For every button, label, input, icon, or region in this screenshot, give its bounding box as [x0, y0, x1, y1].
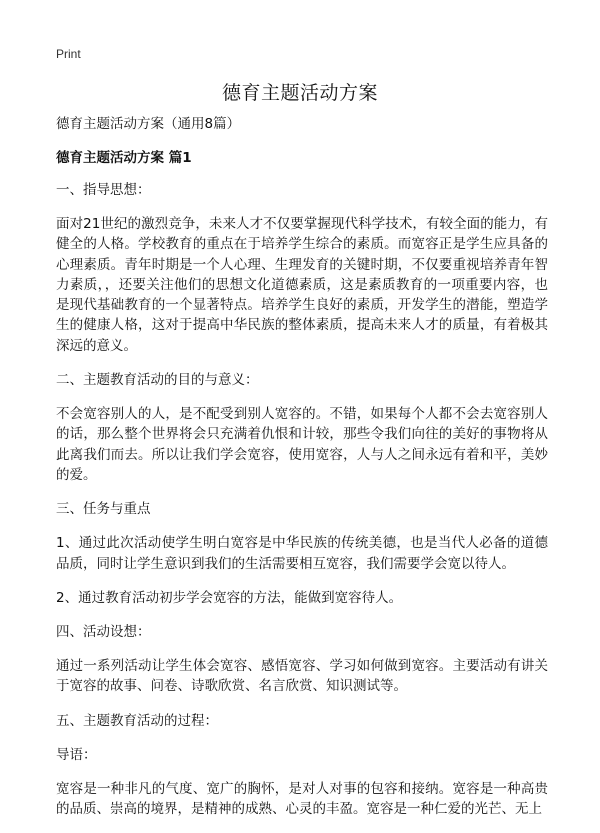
heading-purpose: 二、主题教育活动的目的与意义：: [56, 372, 259, 389]
paragraph-introduction: 宽容是一种非凡的气度、宽广的胸怀，是对人对事的包容和接纳。宽容是一种高贵的品质、崇高的境界，是精神的成熟、心灵的丰盈。宽容是一种仁爱的光芒、无上: [56, 780, 548, 818]
paragraph-task-1: 1、通过此次活动使学生明白宽容是中华民族的传统美德，也是当代人必备的道德品质，同时让学生意识到我们的生活需要相互宽容，我们需要学会宽以待人。: [56, 535, 548, 572]
document-body: [56, 114, 548, 833]
page-title: 德育主题活动方案: [221, 82, 378, 104]
paragraph-task-2: 2、通过教育活动初步学会宽容的方法，能做到宽容待人。: [56, 589, 403, 606]
heading-process: 五、主题教育活动的过程：: [56, 712, 218, 729]
heading-introduction: 导语：: [56, 746, 97, 763]
paragraph-guiding-thought: 面对21世纪的激烈竞争，未来人才不仅要掌握现代科学技术，有较全面的能力，有健全的人格。学校教育的重点在于培养学生综合的素质。而宽容正是学生应具备的心理素质。青年时期是一个人心理、生理发育的关键时期，不仅要重视培养青年智力素质，，还要关注他们的思想文化道德素质，这是素质教育的一项重要内容，也是现代基础教育的一个显著特点。培养学生良好的素质，开发学生的潜能，塑造学生的健康人格，这对于提高中华民族的整体素质，提高未来人才的质量，有着极其深远的意义。: [56, 216, 548, 354]
section-title: 德育主题活动方案 篇1: [56, 150, 192, 166]
paragraph-purpose: 不会宽容别人的人，是不配受到别人宽容的。不错，如果每个人都不会去宽容别人的话，那么整个世界将会只充满着仇恨和计较，那些令我们向往的美好的事物将从此离我们而去。所以让我们学会宽容，使用宽容，人与人之间永远有着和平，美妙的爱。: [56, 406, 548, 483]
heading-tasks: 三、任务与重点: [56, 501, 151, 518]
heading-guiding-thought: 一、指导思想：: [56, 182, 151, 198]
print-link[interactable]: Print: [56, 47, 81, 61]
paragraph-activity-plan: 通过一系列活动让学生体会宽容、感悟宽容、学习如何做到宽容。主要活动有讲关于宽容的故事、问卷、诗歌欣赏、名言欣赏、知识测试等。: [56, 658, 548, 695]
document-subtitle: 德育主题活动方案（通用8篇）: [56, 116, 241, 132]
heading-activity-plan: 四、活动设想：: [56, 624, 151, 641]
